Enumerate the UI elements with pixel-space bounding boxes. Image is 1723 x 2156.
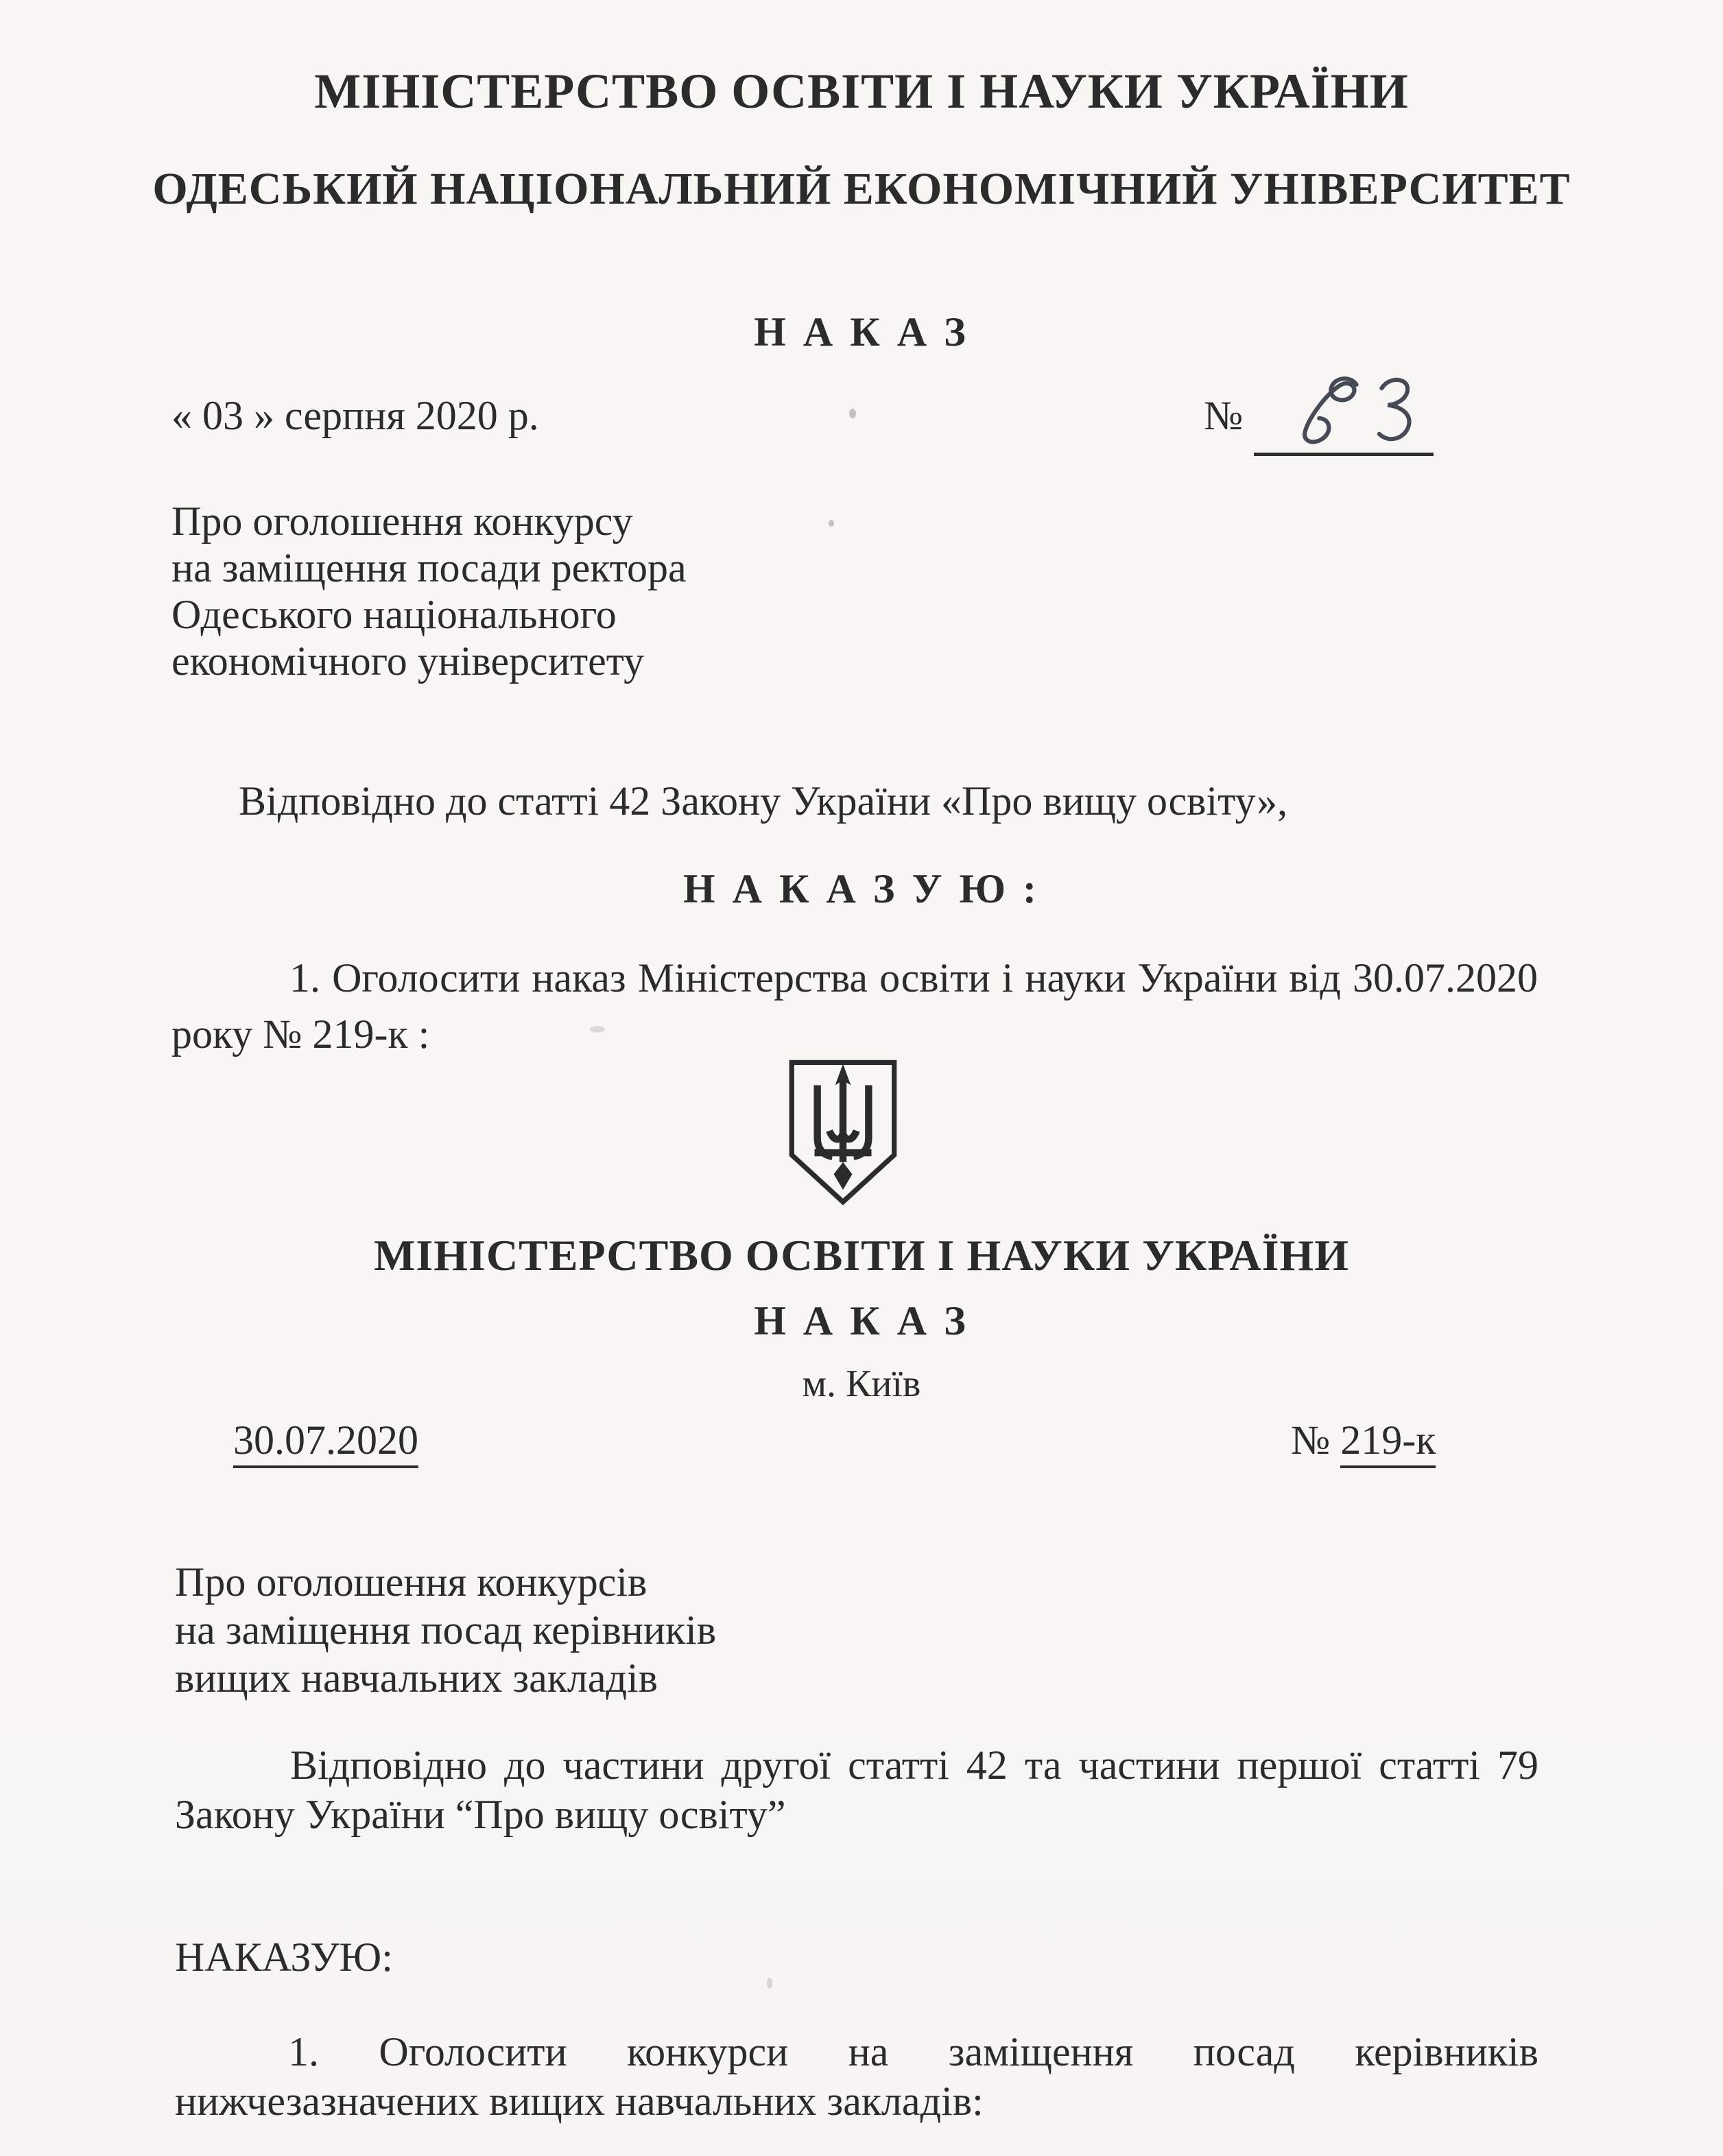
scan-speck (829, 520, 834, 527)
handwritten-83-strokes (1266, 370, 1423, 457)
order-subject (171, 498, 687, 684)
order-number-label: № (1204, 393, 1244, 438)
org-name-line1: МІНІСТЕРСТВО ОСВІТИ І НАУКИ УКРАЇНИ (314, 64, 1409, 119)
clause1-line1: 1. Оголосити наказ Міністерства освіти і науки України від 30.07.2020 (289, 955, 1538, 1001)
order-date: « 03 » серпня 2020 р. (171, 393, 539, 438)
embedded-clause1-line1: 1. Оголосити конкурси на заміщення посад керівників (288, 2029, 1538, 2074)
embedded-preamble-line1: Відповідно до частини другої статті 42 та частини першої статті 79 (290, 1742, 1538, 1788)
ukraine-trident-emblem (786, 1055, 900, 1210)
embedded-order-title: Н А К А З (754, 1298, 969, 1343)
embedded-number-value: 219-к (1340, 1417, 1436, 1468)
ministry-name: МІНІСТЕРСТВО ОСВІТИ І НАУКИ УКРАЇНИ (373, 1231, 1350, 1280)
scan-speck (767, 1978, 772, 1989)
embedded-order-date (233, 1417, 418, 1463)
subject-line: Про оголошення конкурсів (175, 1559, 647, 1605)
subject-line: на заміщення посади ректора (171, 545, 687, 590)
embedded-resolution-title: НАКАЗУЮ: (175, 1935, 393, 1980)
embedded-order-subject (175, 1558, 716, 1702)
org-name-line2: ОДЕСЬКИЙ НАЦІОНАЛЬНИЙ ЕКОНОМІЧНИЙ УНІВЕРСИТЕТ (152, 164, 1571, 214)
order-number-underline (1254, 453, 1434, 456)
embedded-preamble-line2: Закону України “Про вищу освіту” (175, 1792, 786, 1837)
scan-speck (849, 409, 856, 418)
subject-line: на заміщення посад керівників (175, 1607, 717, 1653)
subject-line: Про оголошення конкурсу (171, 499, 633, 544)
trident-emblem-icon (786, 1055, 900, 1210)
embedded-order-city: м. Київ (802, 1363, 921, 1405)
order-title: Н А К А З (754, 309, 969, 355)
order-preamble: Відповідно до статті 42 Закону України «Про вищу освіту», (239, 778, 1288, 824)
embedded-number-label: № (1291, 1417, 1331, 1463)
scan-speck (590, 1026, 605, 1033)
handwritten-order-number (1266, 370, 1423, 457)
clause1-line2: року № 219-к : (171, 1011, 430, 1057)
subject-line: Одеського національного (171, 592, 617, 637)
subject-line: вищих навчальних закладів (175, 1655, 658, 1701)
embedded-clause1-line2: нижчезазначених вищих навчальних закладів: (175, 2079, 984, 2124)
subject-line: економічного університету (171, 638, 645, 684)
embedded-order-number (1291, 1417, 1436, 1463)
resolution-title: Н А К А З У Ю : (682, 866, 1041, 911)
embedded-date-text: 30.07.2020 (233, 1417, 418, 1468)
